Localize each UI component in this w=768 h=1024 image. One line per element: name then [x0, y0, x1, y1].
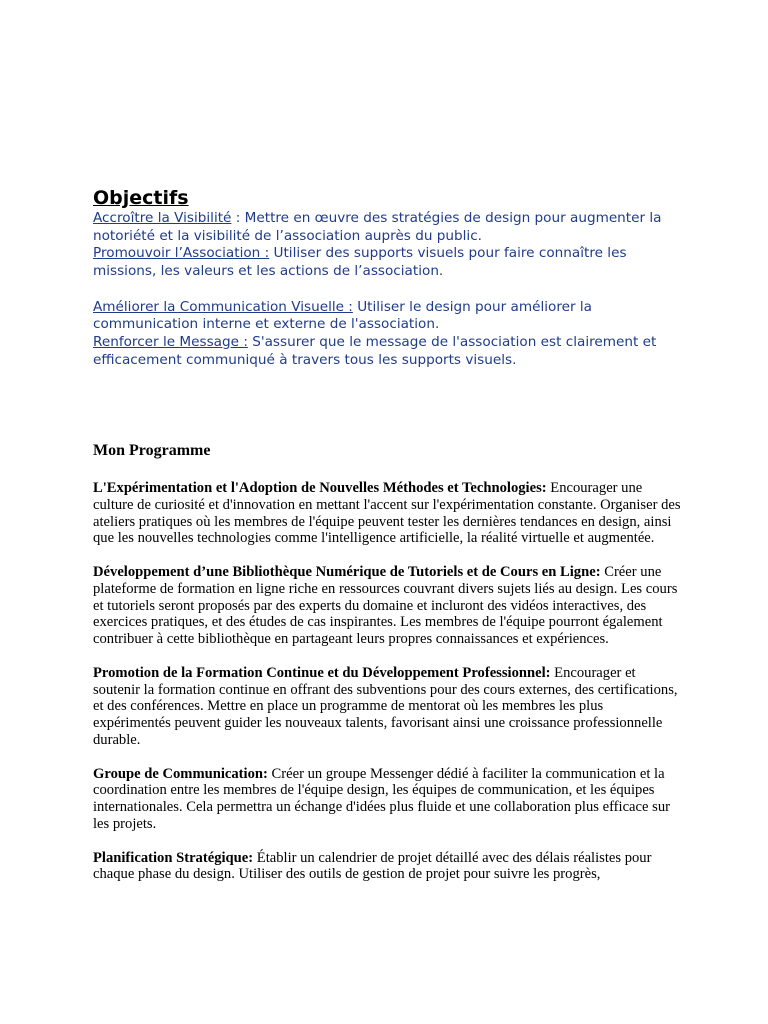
- objectif-text: Utiliser le design pour améliorer la communication interne et externe de l'association.: [93, 298, 593, 333]
- programme-item-label: Développement d’une Bibliothèque Numérique de Tutoriels et de Cours en Ligne:: [93, 563, 601, 580]
- programme-item: [93, 850, 683, 884]
- objectif-label: Promouvoir l’Association :: [93, 245, 270, 262]
- programme-item-text: Créer un groupe Messenger dédié à faciliter la communication et la coordination entre les membres de l'équipe design, les équipes de communication, et les équipes internationales. Cela permettra un échange d'idées plus fluide et une collaboration plus efficace sur les projets.: [93, 765, 670, 832]
- programme-section: [93, 441, 683, 900]
- programme-item-text: Encourager une culture de curiosité et d'innovation en mettant l'accent sur l'expérimentation constante. Organiser des ateliers pratiques où les membres de l'équipe peuvent tester les dernières tendances en design, ainsi que les nouvelles technologies comme l'intelligence artificielle, la réalité virtuelle et augmentée.: [93, 480, 681, 547]
- objectif-label: Renforcer le Message :: [93, 333, 248, 350]
- objectif-text: S'assurer que le message de l'association est clairement et efficacement communiqué à travers tous les supports visuels.: [93, 333, 657, 368]
- objectif-text: : Mettre en œuvre des stratégies de design pour augmenter la notoriété et la visibilité de l’association auprès du public.: [93, 210, 662, 244]
- programme-item-label: L'Expérimentation et l'Adoption de Nouvelles Méthodes et Technologies:: [93, 480, 547, 496]
- objectif-label: Accroître la Visibilité: [93, 210, 232, 226]
- programme-item: [93, 480, 683, 547]
- objectif-label: Améliorer la Communication Visuelle :: [93, 298, 353, 315]
- programme-item: [93, 665, 683, 749]
- programme-item-text: Encourager et soutenir la formation continue en offrant des subventions pour des cours externes, des certifications, et des conférences. Mettre en place un programme de mentorat où les membres les plus expérimentés peuvent guider les nouveaux talents, favorisant ainsi une croissance professionnelle durable.: [93, 664, 678, 748]
- objectif-item: [93, 245, 683, 280]
- programme-title: Mon Programme: [93, 442, 211, 459]
- objectif-item: [93, 334, 683, 369]
- programme-item-text: Établir un calendrier de projet détaillé avec des délais réalistes pour chaque phase du design. Utiliser des outils de gestion de projet pour suivre les progrès,: [93, 849, 652, 883]
- programme-item-label: Groupe de Communication:: [93, 765, 268, 782]
- programme-item: [93, 564, 683, 648]
- paragraph-spacer: [93, 281, 683, 299]
- programme-item-text: Créer une plateforme de formation en ligne riche en ressources couvrant divers sujets liés au design. Les cours et tutoriels seront proposés par des experts du domaine et incluront des vidéos interactives, des exercices pratiques, et des études de cas inspirantes. Les membres de l'équipe pourront également contribuer à cette bibliothèque en partageant leurs propres connaissances et expériences.: [93, 563, 678, 648]
- objectif-item: [93, 210, 683, 245]
- objectifs-section: [93, 186, 683, 369]
- programme-item-label: Promotion de la Formation Continue et du Développement Professionnel:: [93, 664, 551, 681]
- document-page: [93, 186, 683, 883]
- programme-item-label: Planification Stratégique:: [93, 849, 254, 866]
- objectif-text: Utiliser des supports visuels pour faire connaître les missions, les valeurs et les actions de l’association.: [93, 245, 627, 280]
- objectifs-title: Objectifs: [93, 187, 189, 209]
- objectif-item: [93, 299, 683, 334]
- programme-item: [93, 766, 683, 833]
